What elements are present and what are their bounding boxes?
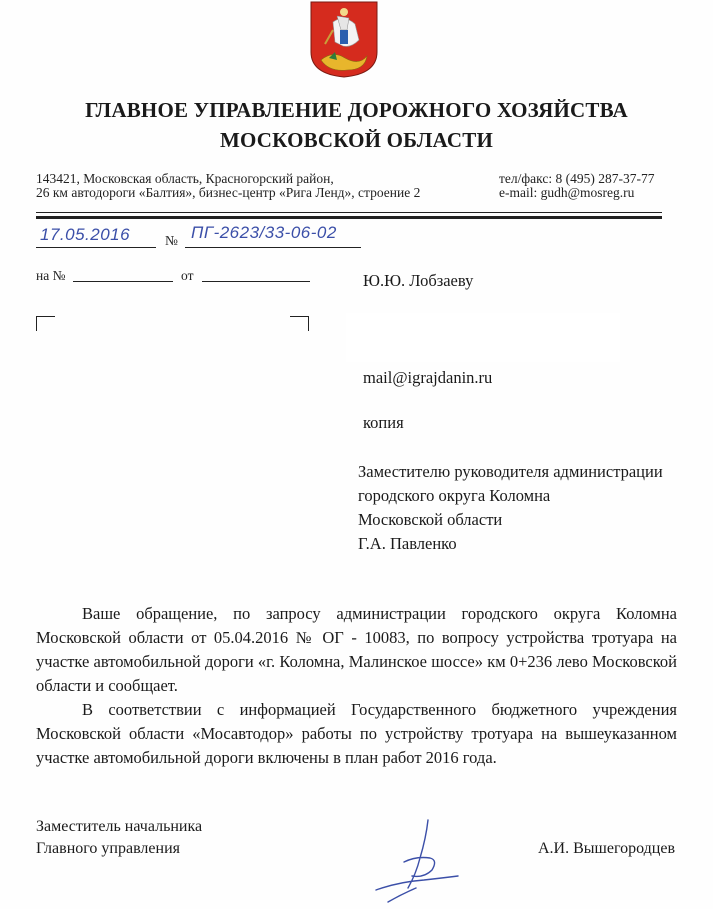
- date-field: [36, 227, 156, 248]
- organization-title-line2: МОСКОВСКОЙ ОБЛАСТИ: [220, 128, 493, 152]
- copy-recipient-line1: Заместителю руководителя администрации: [358, 462, 663, 481]
- signer-position-line2: Главного управления: [36, 840, 180, 857]
- handwritten-date: 17.05.2016: [40, 225, 131, 244]
- handwritten-signature: [368, 818, 468, 904]
- signer-name: А.И. Вышегородцев: [538, 840, 676, 857]
- letter-body: [36, 602, 677, 770]
- recipient-name: Ю.Ю. Лобзаеву: [363, 271, 474, 290]
- signer-position-line1: Заместитель начальника: [36, 818, 203, 835]
- body-paragraph-2: В соответствии с информацией Государственного бюджетного учреждения Московской области «Мосавтодор» работы по устройству тротуара на вышеуказанном участке автомобильной дороги включены в план работ 2016 года.: [36, 700, 677, 767]
- address-line1: 143421, Московская область, Красногорский район,: [36, 171, 334, 186]
- number-field: [185, 223, 361, 248]
- address-line2: 26 км автодороги «Балтия», бизнес-центр «Рига Ленд», строение 2: [36, 185, 421, 200]
- body-paragraph-1: Ваше обращение, по запросу администрации городского округа Коломна Московской области от 05.04.2016 № ОГ - 10083, по вопросу устройства тротуара на участке автомобильной дороги «г. Коломна, Малинское шоссе» км 0+236 лево Московской области и сообщает.: [36, 604, 677, 695]
- copy-label: копия: [363, 413, 404, 432]
- copy-recipient-line2: городского округа Коломна: [358, 486, 551, 505]
- handwritten-number: ПГ-2623/33-06-02: [191, 223, 337, 242]
- corner-mark-right: [290, 316, 309, 331]
- copy-recipient-line4: Г.А. Павленко: [358, 534, 457, 553]
- number-label: №: [165, 233, 178, 248]
- corner-mark-left: [36, 316, 55, 331]
- header-divider-thin: [36, 212, 662, 213]
- from-label: от: [181, 268, 194, 283]
- phone-fax: тел/факс: 8 (495) 287-37-77: [499, 171, 655, 186]
- reference-number-blank: [73, 268, 173, 282]
- reference-label: на №: [36, 268, 66, 283]
- email-address: e-mail: gudh@mosreg.ru: [499, 185, 635, 200]
- recipient-email: mail@igrajdanin.ru: [363, 368, 493, 387]
- header-divider-thick: [36, 216, 662, 219]
- organization-title-line1: ГЛАВНОЕ УПРАВЛЕНИЕ ДОРОЖНОГО ХОЗЯЙСТВА: [85, 98, 628, 122]
- redacted-area: [346, 313, 620, 362]
- reference-date-blank: [202, 268, 310, 282]
- copy-recipient-line3: Московской области: [358, 510, 503, 529]
- coat-of-arms: [307, 0, 381, 78]
